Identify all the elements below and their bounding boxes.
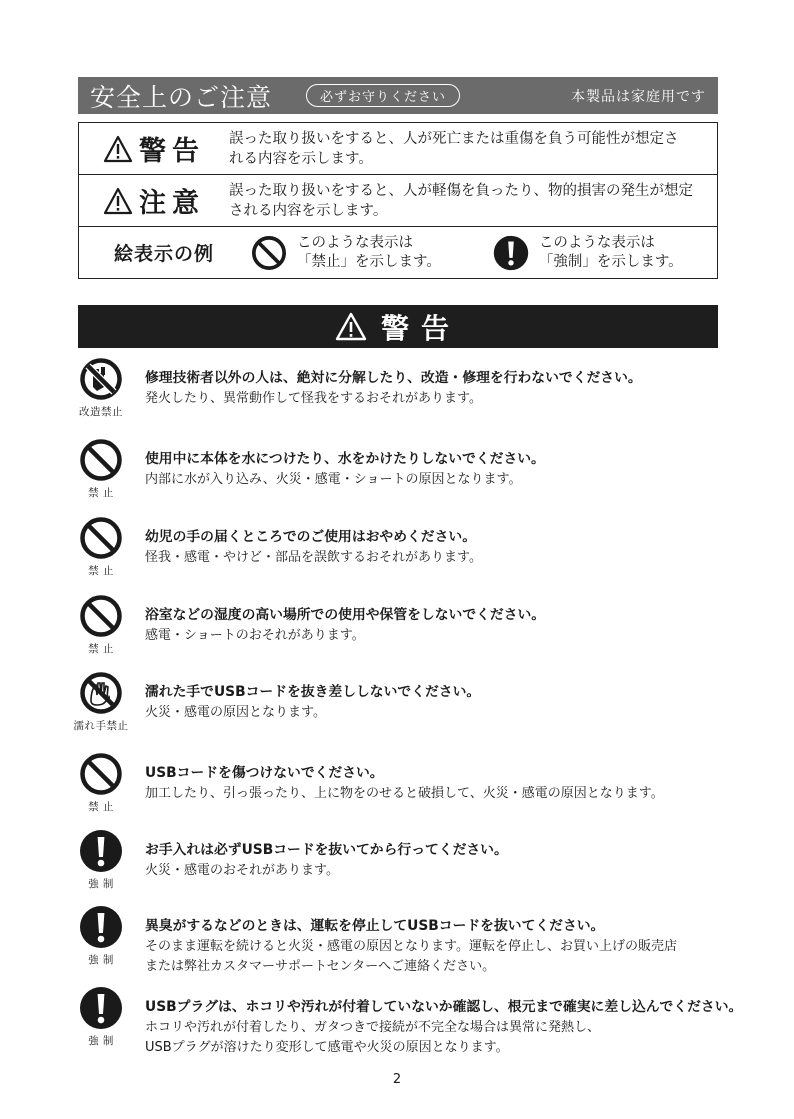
warning-triangle-icon [103, 135, 133, 163]
warning-item [70, 986, 743, 1056]
warning-triangle-icon [335, 312, 367, 341]
icon-caption: 禁 止 [88, 487, 114, 499]
item-title: 使用中に本体を水につけたり、水をかけたりしないでください。 [145, 451, 545, 467]
mandatory-example [493, 234, 683, 272]
warning-banner-label: 警告 [380, 311, 461, 345]
warning-description-line: れる内容を示します。 [229, 150, 373, 167]
caution-description [229, 181, 717, 221]
item-title: USBプラグは、ホコリや汚れが付着していないか確認し、根元まで確実に差し込んでください。 [145, 999, 743, 1015]
no-wet-hands-icon [79, 671, 123, 715]
item-description [145, 470, 521, 490]
icon-caption: 濡れ手禁止 [73, 720, 129, 732]
symbol-definition-table [78, 122, 718, 279]
prohibited-icon [79, 752, 123, 796]
item-description-line: USBプラグが溶けたり変形して感電や火災の原因となります。 [145, 1040, 509, 1055]
warning-item [70, 829, 730, 899]
item-title: 修理技術者以外の人は、絶対に分解したり、改造・修理を行わないでください。 [145, 370, 642, 386]
item-icon-wrap [79, 438, 123, 482]
item-icon-wrap [79, 594, 123, 638]
item-description-line: 火災・感電のおそれがあります。 [145, 863, 339, 878]
icon-caption: 強 制 [88, 1035, 114, 1047]
caution-label [79, 181, 229, 220]
item-title: お手入れは必ずUSBコードを抜いてから行ってください。 [145, 842, 508, 858]
mandatory-icon [79, 829, 123, 873]
item-description-line: 怪我・感電・やけど・部品を誤飲するおそれがあります。 [145, 550, 482, 565]
prohibit-example-text [297, 234, 441, 272]
item-title: 幼児の手の届くところでのご使用はおやめください。 [145, 529, 476, 545]
icon-caption: 禁 止 [88, 565, 114, 577]
warning-definition-row [79, 123, 717, 175]
warning-item [70, 905, 730, 975]
item-title: 濡れた手でUSBコードを抜き差ししないでください。 [145, 684, 481, 700]
warning-item [70, 357, 730, 427]
item-title: 異臭がするなどのときは、運転を停止してUSBコードを抜いてください。 [145, 918, 605, 934]
warning-description-line: 誤った取り扱いをすると、人が死亡または重傷を負う可能性が想定さ [229, 130, 679, 147]
page-number: 2 [392, 1072, 402, 1087]
item-description [145, 1018, 600, 1058]
warning-item [70, 752, 730, 822]
item-description [145, 548, 482, 568]
prohibit-example-line: 「禁止」を示します。 [297, 253, 441, 270]
warning-item [70, 438, 730, 508]
item-description [145, 861, 339, 881]
item-icon-wrap [79, 516, 123, 560]
mandatory-example-line: このような表示は [538, 234, 655, 251]
symbol-example-label: 絵表示の例 [113, 243, 214, 265]
icon-caption: 禁 止 [88, 643, 114, 655]
household-use-note: 本製品は家庭用です [571, 88, 706, 105]
mandatory-icon [493, 235, 529, 271]
item-description [145, 937, 677, 977]
mandatory-icon [79, 986, 123, 1030]
caution-label-text: 注意 [139, 188, 205, 219]
must-follow-badge: 必ずお守りください [306, 84, 460, 107]
item-icon-wrap [79, 905, 123, 949]
item-title: 浴室などの湿度の高い場所での使用や保管をしないでください。 [145, 607, 546, 623]
icon-caption: 禁 止 [88, 801, 114, 813]
prohibited-icon [79, 438, 123, 482]
item-icon-wrap [79, 829, 123, 873]
prohibit-example-line: このような表示は [297, 234, 413, 251]
item-icon-wrap [79, 357, 123, 401]
mandatory-example-line: 「強制」を示します。 [538, 253, 683, 270]
item-description-line: そのまま運転を続けると火災・感電の原因となります。運転を停止し、お買い上げの販売店 [145, 939, 677, 954]
icon-caption: 強 制 [88, 954, 114, 966]
warning-item [70, 516, 730, 586]
item-icon-wrap [79, 752, 123, 796]
prohibited-icon [79, 594, 123, 638]
item-description [145, 703, 326, 723]
item-description-line: 感電・ショートのおそれがあります。 [145, 628, 365, 643]
warning-description [229, 129, 717, 169]
item-icon-wrap [79, 986, 123, 1030]
warning-banner [78, 305, 718, 348]
icon-caption: 強 制 [88, 878, 114, 890]
mandatory-example-text [539, 234, 683, 272]
item-description-line: 加工したり、引っ張ったり、上に物をのせると破損して、火災・感電の原因となります。 [145, 786, 664, 801]
caution-definition-row [79, 175, 717, 227]
item-description-line: または弊社カスタマーサポートセンターへご連絡ください。 [145, 959, 496, 974]
prohibit-example [251, 234, 441, 272]
section-header [78, 77, 718, 114]
warning-item [70, 594, 730, 664]
item-description-line: 発火したり、異常動作して怪我をするおそれがあります。 [145, 391, 482, 406]
item-icon-wrap [79, 671, 123, 715]
caution-triangle-icon [103, 187, 133, 215]
icon-caption: 改造禁止 [79, 406, 123, 418]
warning-label [79, 129, 229, 168]
section-title: 安全上のご注意 [90, 82, 273, 112]
item-description-line: ホコリや汚れが付着したり、ガタつきで接続が不完全な場合は異常に発熱し、 [145, 1020, 601, 1035]
no-disassembly-icon [79, 357, 123, 401]
item-title: USBコードを傷つけないでください。 [145, 765, 384, 781]
warning-label-text: 警告 [139, 136, 205, 167]
item-description-line: 内部に水が入り込み、火災・感電・ショートの原因となります。 [145, 472, 522, 487]
item-description [145, 626, 365, 646]
item-description [145, 784, 664, 804]
item-description [145, 389, 482, 409]
mandatory-icon [79, 905, 123, 949]
item-description-line: 火災・感電の原因となります。 [145, 705, 326, 720]
symbol-example-row [79, 227, 717, 278]
warning-item [70, 671, 730, 741]
caution-description-line: される内容を示します。 [229, 202, 388, 219]
prohibited-icon [251, 235, 287, 271]
prohibited-icon [79, 516, 123, 560]
caution-description-line: 誤った取り扱いをすると、人が軽傷を負ったり、物的損害の発生が想定 [229, 182, 693, 199]
